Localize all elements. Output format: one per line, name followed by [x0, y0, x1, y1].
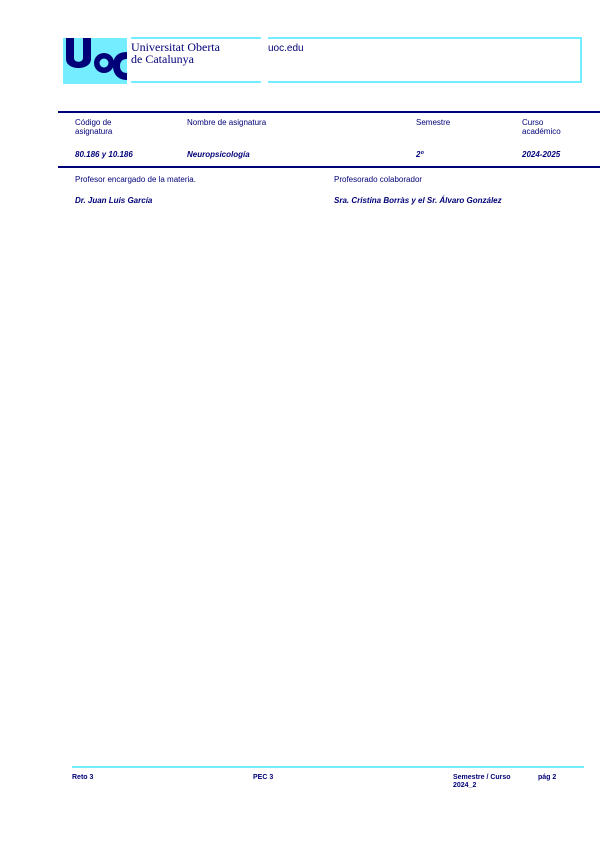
year-value: 2024-2025 — [522, 150, 561, 159]
professor-label: Profesor encargado de la materia. — [75, 175, 196, 184]
footer-center: PEC 3 — [253, 774, 274, 781]
header-line-bottom-right — [268, 81, 582, 83]
uoc-logo — [63, 38, 127, 84]
header-line-top-left — [131, 37, 261, 39]
footer-rule — [72, 766, 584, 768]
collab-label: Profesorado colaborador — [334, 175, 423, 184]
table-top-rule — [58, 111, 600, 113]
professor-value: Dr. Juan Luis García — [75, 196, 153, 205]
semester-label: Semestre — [416, 118, 451, 127]
code-value: 80.186 y 10.186 — [75, 150, 133, 159]
header-line-bottom-left — [131, 81, 261, 83]
collab-value: Sra. Cristina Borràs y el Sr. Álvaro González — [334, 196, 502, 205]
year-label: Curso académico — [522, 118, 561, 136]
code-label: Código de asignatura — [75, 118, 113, 136]
uoc-url-link[interactable]: uoc.edu — [268, 43, 304, 54]
name-value: Neuropsicología — [187, 150, 250, 159]
table-mid-rule — [58, 166, 600, 168]
footer-left: Reto 3 — [72, 774, 94, 781]
header-line-top-right — [268, 37, 582, 39]
page-number: pág 2 — [538, 774, 557, 781]
semester-value: 2º — [416, 150, 424, 159]
institution-name: Universitat Oberta de Catalunya — [131, 40, 220, 66]
header-line-vertical — [580, 37, 582, 83]
footer-semester: Semestre / Curso 2024_2 — [453, 774, 511, 789]
name-label: Nombre de asignatura — [187, 118, 267, 127]
